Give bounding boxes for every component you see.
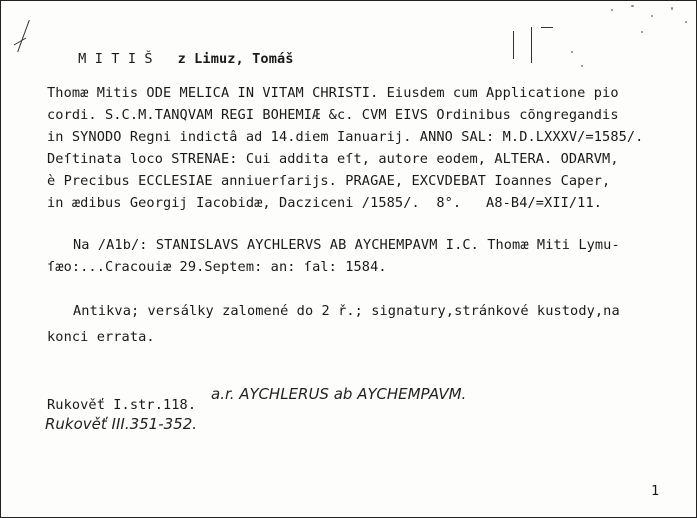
location-line: ſæo:...Cracouiæ 29.Septem: an: ſal: 1584. <box>47 259 387 275</box>
card-heading <box>45 35 294 83</box>
pencil-mark <box>17 20 30 52</box>
reference-handwritten: a.r. AYCHLERUS ab AYCHEMPAVM. <box>211 385 467 403</box>
entry-line: cordi. S.C.M.TANQVAM REGI BOHEMIÆ &c. CVM EIVS Ordinibus cõngregandis <box>47 107 619 123</box>
stamp-noise <box>601 1 696 81</box>
entry-line: Deſtinata loco STRENAE: Cui addita eſt, autore eodem, ALTERA. ODARVM, <box>47 151 619 167</box>
reference-typed: Rukověť I.str.118. <box>47 397 197 413</box>
note-line: Antikva; versálky zalomené do 2 ř.; signatury,stránkové kustody,na <box>73 303 620 319</box>
reference-handwritten-line2: Rukověť III.351-352. <box>45 415 198 433</box>
entry-line: in ædibus Georgij Iacobidæ, Dacziceni /1585/. 8°. A8-B4/=XII/11. <box>47 195 603 211</box>
note-line: konci errata. <box>47 329 155 345</box>
entry-line: in SYNODO Regni indictâ ad 14.diem Ianuarij. ANNO SAL: M.D.LXXXV/=1585/. <box>47 129 644 145</box>
page-number: 1 <box>651 483 660 499</box>
entry-line: è Precibus ECCLESIAE anniuerſarijs. PRAGAE, EXCVDEBAT Ioannes Caper, <box>47 173 611 189</box>
heading-surname: M I T I Š <box>78 51 153 67</box>
location-line: Na /A1b/: STANISLAVS AYCHLERVS AB AYCHEMPAVM I.C. Thomæ Miti Lymu- <box>73 237 620 253</box>
entry-line: Thomæ Mitis ODE MELICA IN VITAM CHRISTI. Eiusdem cum Applicatione pio <box>47 85 619 101</box>
heading-name: z Limuz, Tomáš <box>177 51 294 67</box>
